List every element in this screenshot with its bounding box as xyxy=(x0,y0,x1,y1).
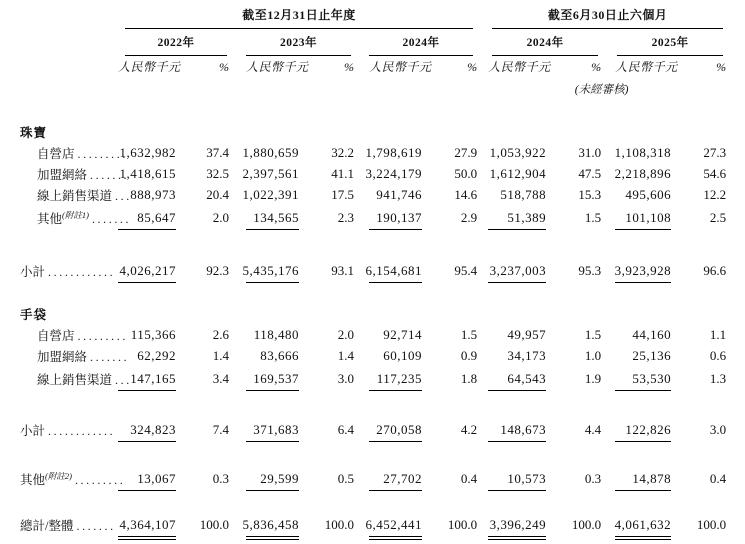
percent-cell: 1.5 xyxy=(584,326,602,342)
dot-leader: ....... xyxy=(76,519,116,533)
dot-leader: ....... xyxy=(91,211,132,226)
dot-leader: ....... xyxy=(90,167,130,182)
corner-cell xyxy=(19,56,114,79)
unit-label: 人民幣千元 xyxy=(615,60,678,74)
spacer-cell xyxy=(19,391,726,417)
percent-cell: 3.4 xyxy=(212,370,229,386)
amount-cell: 3,224,179 xyxy=(365,165,422,181)
percent-cell: 1.8 xyxy=(460,370,478,386)
unit-header-row xyxy=(19,56,726,79)
revenue-breakdown-table xyxy=(19,6,726,538)
table-body xyxy=(19,97,726,538)
amount-cell: 51,389 xyxy=(477,205,546,230)
percent-cell: 7.4 xyxy=(212,421,229,437)
interim-period-title: 截至6月30日止六個月 xyxy=(492,6,723,29)
spacer-cell xyxy=(19,97,726,121)
amount-cell: 53,530 xyxy=(601,366,671,391)
percent-cell: 6.4 xyxy=(337,421,354,437)
row-label xyxy=(19,512,114,538)
percent-cell: 0.3 xyxy=(212,470,229,486)
table-row-珠寶 xyxy=(19,121,726,142)
percent-cell: 0.5 xyxy=(337,470,354,486)
amount-cell: 1,632,982 xyxy=(119,144,176,160)
percent-cell: 14.6 xyxy=(454,186,478,202)
percent-cell: 1.4 xyxy=(337,347,354,363)
amount-cell: 5,435,176 xyxy=(229,258,299,283)
percent-cell: 3.0 xyxy=(709,421,727,437)
row-label xyxy=(19,258,114,283)
percent-cell: 54.6 xyxy=(703,165,727,181)
percent-cell: 4.2 xyxy=(460,421,478,437)
table-row-小計 xyxy=(19,417,726,442)
dot-leader: ............ xyxy=(48,423,116,438)
row-label xyxy=(19,303,726,324)
annual-period-title: 截至12月31日止年度 xyxy=(125,6,473,29)
amount-cell: 25,136 xyxy=(632,347,672,363)
row-label-text: 加盟網絡 xyxy=(37,349,88,364)
amount-cell: 1,418,615 xyxy=(119,165,176,181)
amount-cell: 34,173 xyxy=(507,347,547,363)
amount-cell: 1,880,659 xyxy=(242,144,299,160)
spacer-row xyxy=(19,442,726,466)
percent-cell: 17.5 xyxy=(331,186,354,202)
amount-cell: 83,666 xyxy=(260,347,299,363)
year-header-2022: 2022年 xyxy=(114,29,229,56)
amount-cell: 518,788 xyxy=(500,186,547,202)
percent-cell: 95.3 xyxy=(578,262,602,278)
percent-cell: 0.4 xyxy=(460,470,478,486)
empty-cell xyxy=(114,79,477,97)
amount-cell: 190,137 xyxy=(354,205,422,230)
amount-cell: 888,973 xyxy=(130,186,176,202)
amount-cell: 115,366 xyxy=(130,326,176,342)
row-label xyxy=(19,205,132,230)
footnote-reference: (附註2) xyxy=(45,470,72,481)
percent-cell: 2.9 xyxy=(460,209,478,225)
amount-cell: 5,836,458 xyxy=(229,512,299,538)
row-label-text: 加盟網絡 xyxy=(37,167,88,182)
corner-cell xyxy=(19,29,114,56)
row-label xyxy=(19,324,128,345)
amount-cell: 29,599 xyxy=(229,466,299,491)
percent-label: % xyxy=(591,60,602,74)
percent-cell: 100.0 xyxy=(696,517,727,532)
percent-cell: 1.5 xyxy=(584,209,602,225)
percent-cell: 100.0 xyxy=(324,517,354,532)
percent-cell: 20.4 xyxy=(206,186,229,202)
spacer-row xyxy=(19,97,726,121)
percent-label: % xyxy=(344,60,354,74)
percent-cell: 37.4 xyxy=(206,144,229,160)
amount-cell: 13,067 xyxy=(114,466,176,491)
percent-cell: 15.3 xyxy=(578,186,602,202)
percent-label: % xyxy=(716,60,727,74)
row-label-text: 小計 xyxy=(20,423,46,438)
amount-cell: 4,026,217 xyxy=(114,258,176,283)
spacer-cell xyxy=(19,491,726,512)
dot-leader: ......... xyxy=(77,146,128,161)
percent-cell: 1.0 xyxy=(584,347,602,363)
amount-cell: 4,061,632 xyxy=(601,512,671,538)
amount-cell: 1,798,619 xyxy=(365,144,422,160)
amount-cell: 4,364,107 xyxy=(114,512,176,538)
table-row-手袋 xyxy=(19,303,726,324)
amount-cell: 1,612,904 xyxy=(489,165,547,181)
amount-cell: 14,878 xyxy=(601,466,671,491)
dot-leader: ... xyxy=(115,372,132,387)
amount-cell: 3,396,249 xyxy=(477,512,546,538)
amount-cell: 495,606 xyxy=(625,186,672,202)
amount-cell: 92,714 xyxy=(383,326,422,342)
percent-cell: 47.5 xyxy=(578,165,602,181)
table-row-線上銷售渠道 xyxy=(19,366,726,391)
spacer-cell xyxy=(19,442,726,466)
amount-cell: 2,218,896 xyxy=(614,165,672,181)
row-label xyxy=(19,345,130,366)
amount-cell: 60,109 xyxy=(383,347,422,363)
table-row-自營店 xyxy=(19,324,726,345)
row-label-text: 小計 xyxy=(20,264,46,279)
amount-cell: 10,573 xyxy=(477,466,546,491)
table-row-線上銷售渠道 xyxy=(19,184,726,205)
percent-cell: 2.0 xyxy=(337,326,354,342)
footnote-reference: (附註1) xyxy=(62,209,89,220)
amount-cell: 3,923,928 xyxy=(601,258,671,283)
corner-cell xyxy=(19,6,114,29)
dot-leader: ............ xyxy=(48,264,116,279)
row-label-text: 其他 xyxy=(20,472,46,487)
year-header-2024: 2024年 xyxy=(354,29,477,56)
interim-period-group xyxy=(477,6,726,29)
percent-cell: 0.4 xyxy=(709,470,727,486)
unaudited-note: (未經審核) xyxy=(574,84,629,96)
spacer-row xyxy=(19,283,726,303)
percent-cell: 100.0 xyxy=(199,517,229,532)
table-row-加盟網絡 xyxy=(19,163,726,184)
table-row-加盟網絡 xyxy=(19,345,726,366)
amount-cell: 147,165 xyxy=(114,366,176,391)
amount-cell: 134,565 xyxy=(229,205,299,230)
unit-label: 人民幣千元 xyxy=(246,60,309,74)
amount-cell: 118,480 xyxy=(253,326,299,342)
percent-cell: 12.2 xyxy=(703,186,727,202)
percent-cell: 93.1 xyxy=(331,262,354,278)
row-label-text: 手袋 xyxy=(20,307,48,322)
unit-label: 人民幣千元 xyxy=(118,60,181,74)
unit-label: 人民幣千元 xyxy=(369,60,432,74)
row-label-text: 珠寶 xyxy=(20,125,48,140)
percent-cell: 4.4 xyxy=(584,421,602,437)
amount-cell: 169,537 xyxy=(229,366,299,391)
amount-cell: 122,826 xyxy=(601,417,671,442)
percent-cell: 41.1 xyxy=(331,165,354,181)
row-label-text: 自營店 xyxy=(37,328,75,343)
percent-cell: 0.9 xyxy=(460,347,478,363)
row-label-text: 總計/整體 xyxy=(20,519,74,533)
amount-cell: 941,746 xyxy=(376,186,422,202)
row-label-text: 其他 xyxy=(37,211,63,226)
percent-cell: 1.1 xyxy=(709,326,727,342)
amount-cell: 3,237,003 xyxy=(477,258,546,283)
amount-cell: 6,154,681 xyxy=(354,258,422,283)
row-label xyxy=(19,184,132,205)
percent-cell: 2.0 xyxy=(212,209,229,225)
amount-cell: 64,543 xyxy=(477,366,546,391)
unit-label: 人民幣千元 xyxy=(488,60,551,74)
percent-cell: 1.5 xyxy=(460,326,478,342)
table-row-總計/整體 xyxy=(19,512,726,538)
amount-cell: 270,058 xyxy=(354,417,422,442)
spacer-cell xyxy=(19,230,726,258)
percent-cell: 100.0 xyxy=(447,517,478,532)
percent-cell: 2.5 xyxy=(709,209,727,225)
percent-cell: 0.6 xyxy=(709,347,727,363)
amount-cell: 148,673 xyxy=(477,417,546,442)
percent-cell: 96.6 xyxy=(703,262,727,278)
percent-cell: 0.3 xyxy=(584,470,602,486)
unaudited-note-row xyxy=(19,79,726,97)
percent-cell: 32.2 xyxy=(331,144,354,160)
period-group-header-row xyxy=(19,6,726,29)
amount-cell: 101,108 xyxy=(601,205,671,230)
amount-cell: 1,053,922 xyxy=(489,144,547,160)
row-label xyxy=(19,163,130,184)
row-label xyxy=(19,121,726,142)
amount-cell: 6,452,441 xyxy=(354,512,422,538)
amount-cell: 1,108,318 xyxy=(614,144,672,160)
percent-cell: 1.9 xyxy=(584,370,602,386)
percent-cell: 3.0 xyxy=(337,370,354,386)
amount-cell: 2,397,561 xyxy=(242,165,299,181)
percent-cell: 1.4 xyxy=(212,347,229,363)
amount-cell: 324,823 xyxy=(114,417,176,442)
percent-cell: 95.4 xyxy=(454,262,478,278)
interim-header-2024: 2024年 xyxy=(477,29,601,56)
spacer-row xyxy=(19,230,726,258)
percent-cell: 27.3 xyxy=(703,144,727,160)
corner-cell xyxy=(19,79,114,97)
percent-label: % xyxy=(219,60,229,74)
spacer-row xyxy=(19,491,726,512)
row-label-text: 自營店 xyxy=(37,146,75,161)
year-header-row xyxy=(19,29,726,56)
row-label-text: 線上銷售渠道 xyxy=(37,372,113,387)
year-header-2023: 2023年 xyxy=(229,29,354,56)
percent-cell: 92.3 xyxy=(206,262,229,278)
percent-cell: 32.5 xyxy=(206,165,229,181)
dot-leader: ... xyxy=(115,188,132,203)
percent-cell: 100.0 xyxy=(571,517,602,532)
percent-cell: 2.3 xyxy=(337,209,354,225)
percent-cell: 1.3 xyxy=(709,370,727,386)
amount-cell: 85,647 xyxy=(114,205,176,230)
percent-cell: 31.0 xyxy=(578,144,602,160)
percent-cell: 27.9 xyxy=(454,144,478,160)
amount-cell: 27,702 xyxy=(354,466,422,491)
amount-cell: 44,160 xyxy=(632,326,672,342)
row-label xyxy=(19,417,114,442)
amount-cell: 117,235 xyxy=(354,366,422,391)
row-label xyxy=(19,142,128,163)
amount-cell: 1,022,391 xyxy=(242,186,299,202)
amount-cell: 371,683 xyxy=(229,417,299,442)
table-row-其他 xyxy=(19,205,726,230)
table-row-自營店 xyxy=(19,142,726,163)
dot-leader: ....... xyxy=(90,349,130,364)
row-label xyxy=(19,466,126,491)
amount-cell: 49,957 xyxy=(507,326,547,342)
table-row-小計 xyxy=(19,258,726,283)
row-label-text: 線上銷售渠道 xyxy=(37,188,113,203)
annual-period-group xyxy=(114,6,477,29)
spacer-row xyxy=(19,391,726,417)
row-label xyxy=(19,366,132,391)
percent-cell: 50.0 xyxy=(454,165,478,181)
percent-label: % xyxy=(467,60,478,74)
dot-leader: ......... xyxy=(77,328,128,343)
percent-cell: 2.6 xyxy=(212,326,229,342)
interim-header-2025: 2025年 xyxy=(601,29,726,56)
amount-cell: 62,292 xyxy=(137,347,176,363)
spacer-cell xyxy=(19,283,726,303)
table-row-其他 xyxy=(19,466,726,491)
dot-leader: ......... xyxy=(74,472,126,487)
